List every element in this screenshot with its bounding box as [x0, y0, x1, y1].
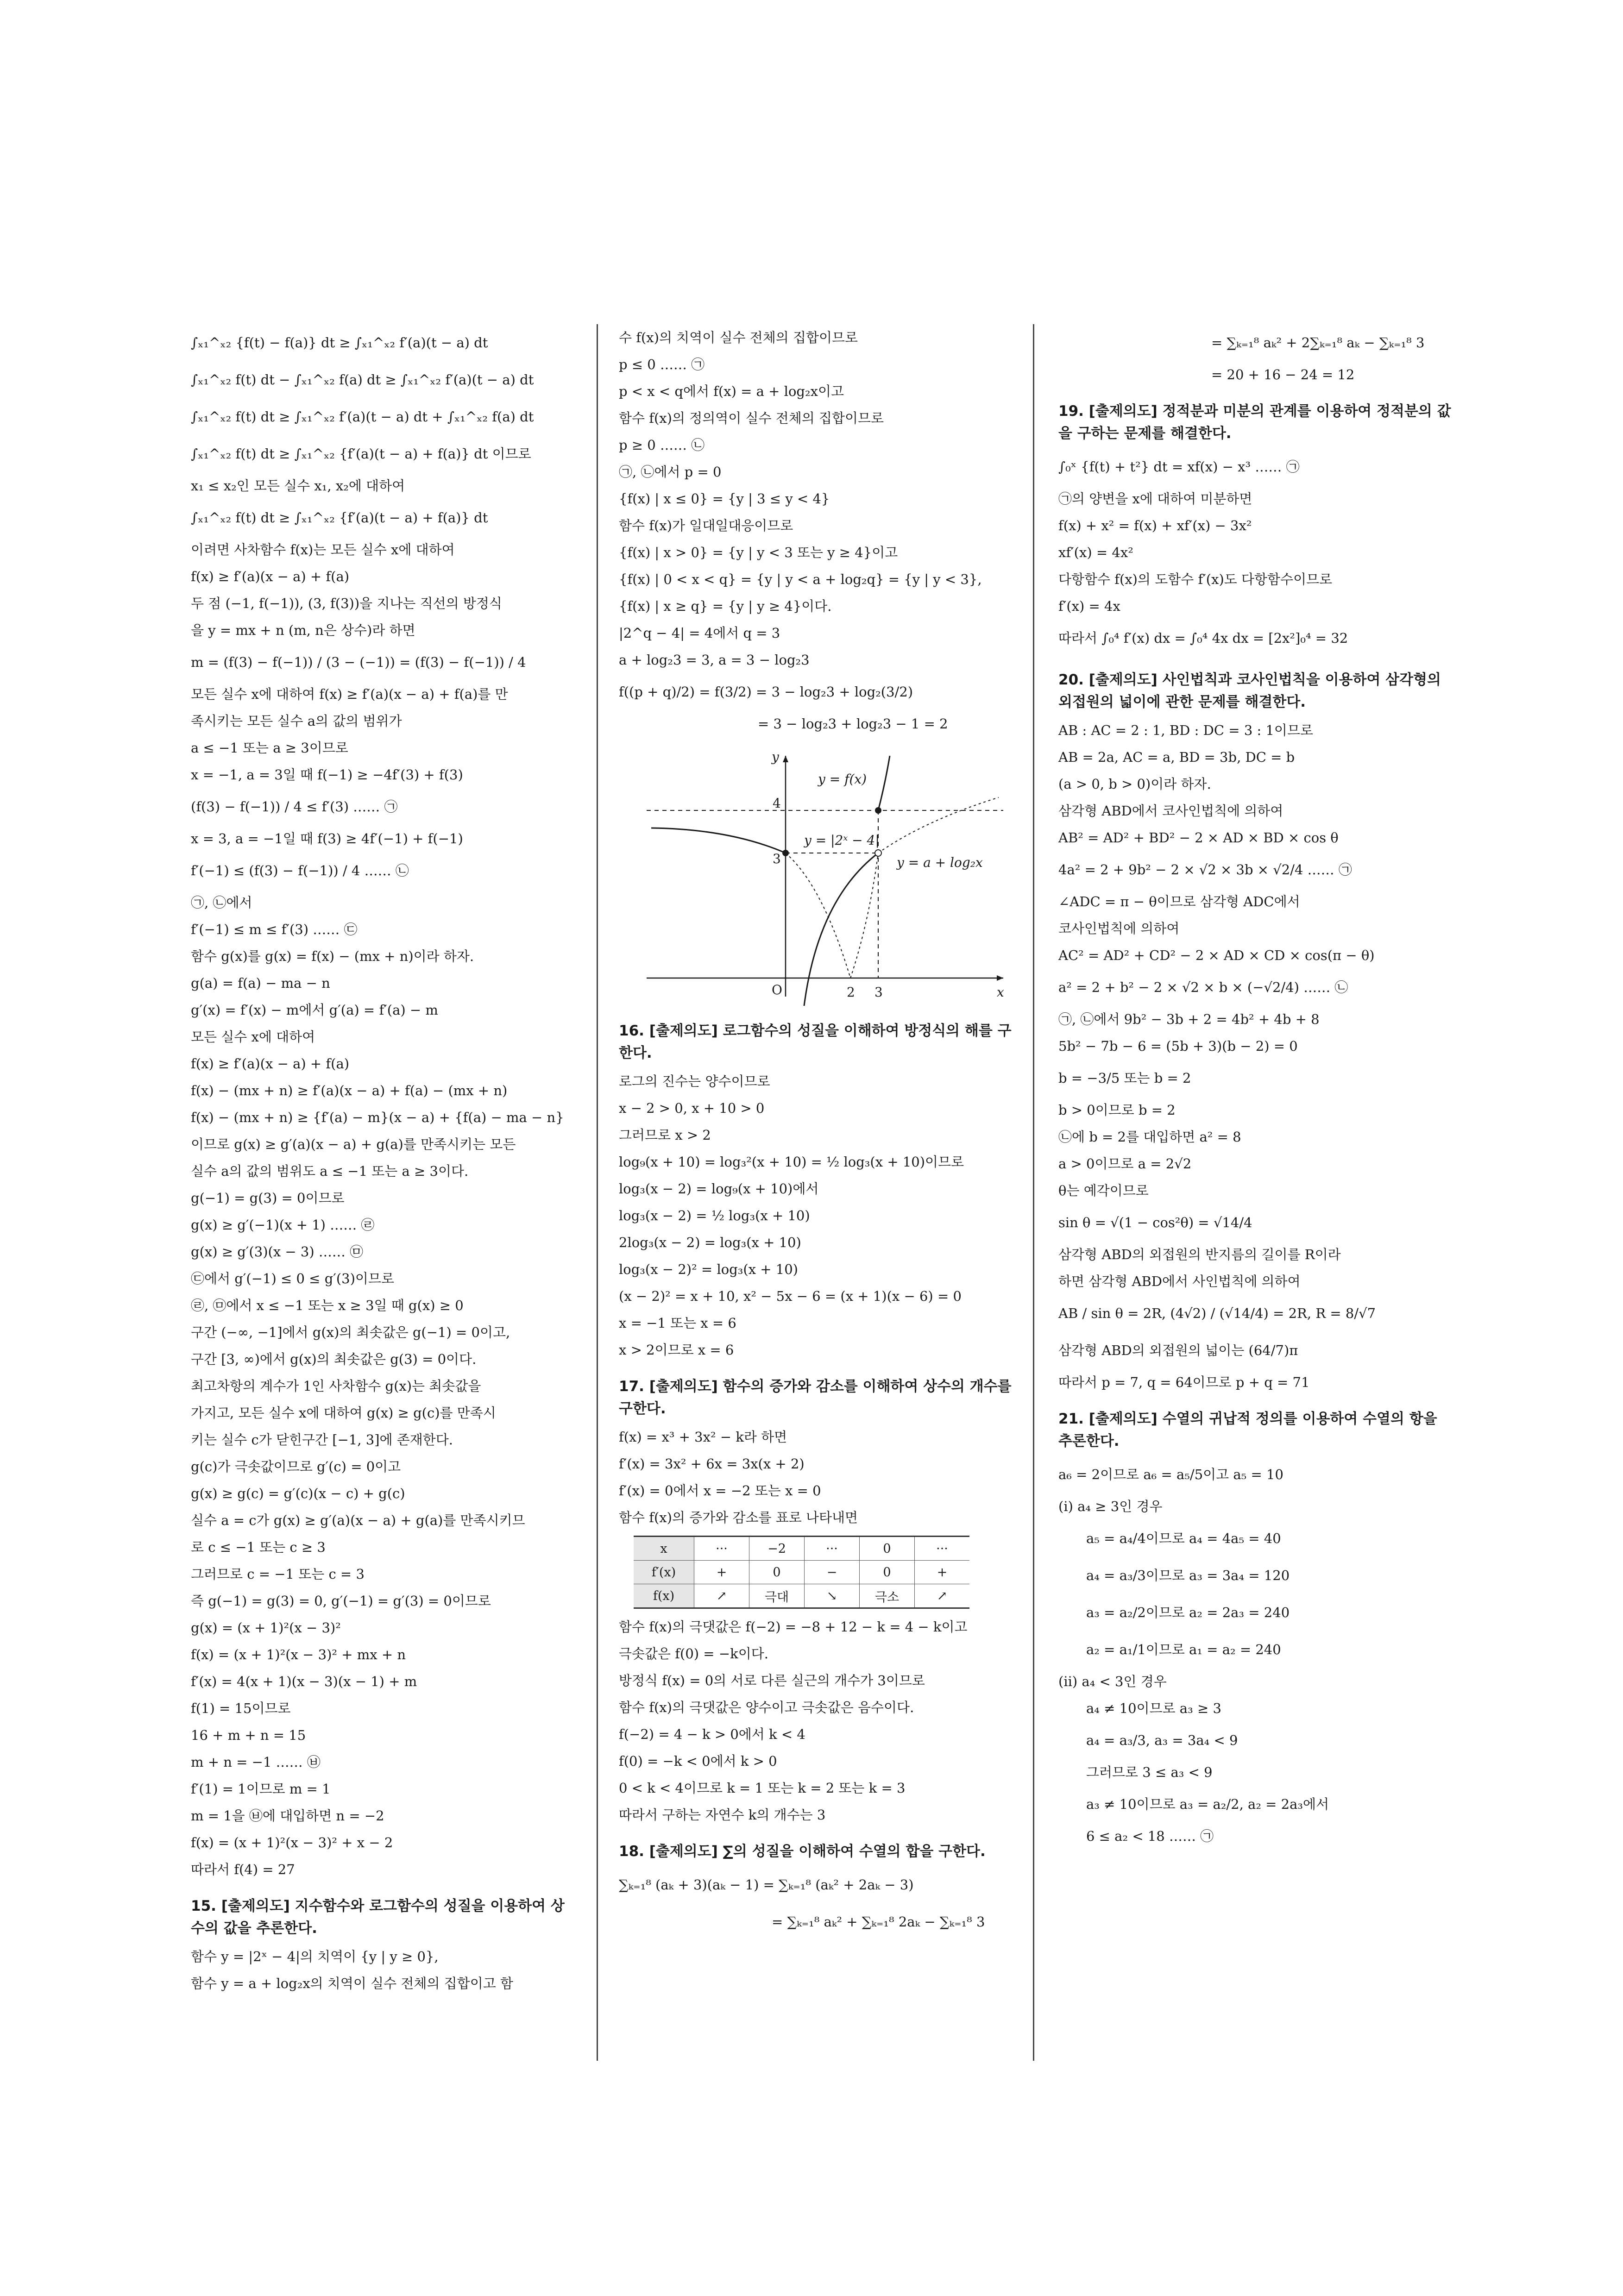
text-line: ㉢에서 g′(−1) ≤ 0 ≤ g′(3)이므로 — [191, 1271, 394, 1286]
text-line: 삼각형 ABD의 외접원의 반지름의 길이를 R이라 — [1058, 1247, 1341, 1262]
table-cell: ↗ — [915, 1584, 970, 1608]
graph-svg — [637, 747, 1008, 1006]
function-graph — [637, 747, 1022, 1008]
text-line: x₁ ≤ x₂인 모든 실수 x₁, x₂에 대하여 — [191, 478, 405, 494]
text-line: 을 y = mx + n (m, n은 상수)라 하면 — [191, 622, 415, 638]
text-line: 함수 g(x)를 g(x) = f(x) − (mx + n)이라 하자. — [191, 948, 474, 964]
x-axis-label: x — [997, 985, 1004, 1000]
tick-x-3: 3 — [874, 985, 883, 1000]
text-line: ㉠, ㉡에서 — [191, 895, 252, 910]
equation-line: = 3 − log₂3 + log₂3 − 1 = 2 — [758, 716, 948, 732]
text-line: ㉣, ㉤에서 x ≤ −1 또는 x ≥ 3일 때 g(x) ≥ 0 — [191, 1298, 464, 1313]
text-line: p < x < q에서 f(x) = a + log₂x이고 — [619, 383, 844, 399]
equation-line: AB / sin θ = 2R, (4√2) / (√14/4) = 2R, R = 8/√7 — [1058, 1305, 1376, 1321]
text-line: a₄ ≠ 10이므로 a₃ ≥ 3 — [1086, 1700, 1221, 1716]
text-line: f(x) ≥ f′(a)(x − a) + f(a) — [191, 1056, 350, 1072]
table-cell: x — [634, 1537, 694, 1561]
table-cell: − — [805, 1561, 860, 1584]
y-axis-label: y — [772, 749, 779, 765]
text-line: {f(x) | x ≤ 0} = {y | 3 ≤ y < 4} — [619, 491, 830, 507]
text-line: ㉠의 양변을 x에 대하여 미분하면 — [1058, 491, 1252, 507]
point-3-4 — [875, 807, 881, 814]
text-line: 그러므로 x > 2 — [619, 1127, 711, 1143]
text-line: θ는 예각이므로 — [1058, 1183, 1149, 1198]
text-line: 두 점 (−1, f(−1)), (3, f(3))을 지나는 직선의 방정식 — [191, 596, 502, 611]
equation-line: = ∑ₖ₌₁⁸ aₖ² + 2∑ₖ₌₁⁸ aₖ − ∑ₖ₌₁⁸ 3 — [1211, 335, 1425, 351]
curve-fx-right — [878, 756, 890, 810]
equation-line: a₅ = a₄/4이므로 a₄ = 4a₅ = 40 — [1086, 1531, 1281, 1546]
text-line: 최고차항의 계수가 1인 사차함수 g(x)는 최솟값을 — [191, 1378, 481, 1394]
equation-line: ∫ₓ₁^ₓ₂ f(t) dt ≥ ∫ₓ₁^ₓ₂ f′(a)(t − a) dt + ∫ₓ₁^ₓ₂ f(a) dt — [191, 409, 534, 425]
text-line: g(−1) = g(3) = 0이므로 — [191, 1190, 345, 1206]
text-line: g(a) = f(a) − ma − n — [191, 975, 330, 991]
table-row — [634, 1584, 969, 1608]
equation-line: m = (f(3) − f(−1)) / (3 − (−1)) = (f(3) − f(−1)) / 4 — [191, 654, 526, 670]
text-line: 함수 y = |2ˣ − 4|의 치역이 {y | y ≥ 0}, — [191, 1949, 439, 1964]
curve-log-dotted — [878, 797, 999, 853]
text-line: f(x) ≥ f′(a)(x − a) + f(a) — [191, 569, 350, 584]
text-line: ㉠, ㉡에서 p = 0 — [619, 464, 722, 480]
equation-line: f′(−1) ≤ (f(3) − f(−1)) / 4 …… ㉡ — [191, 863, 409, 878]
point-0-3 — [782, 850, 789, 856]
text-line: 모든 실수 x에 대하여 — [191, 1029, 315, 1045]
text-line: f(x) = (x + 1)²(x − 3)² + mx + n — [191, 1647, 406, 1662]
curve-log-solid — [804, 853, 878, 1006]
text-line: 코사인법칙에 의하여 — [1058, 921, 1180, 936]
equation-line: 삼각형 ABD의 외접원의 넓이는 (64/7)π — [1058, 1342, 1298, 1358]
equation-line: = 20 + 16 − 24 = 12 — [1211, 367, 1355, 383]
equation-line: 4a² = 2 + 9b² − 2 × √2 × 3b × √2/4 …… ㉠ — [1058, 862, 1352, 878]
table-cell: ··· — [694, 1537, 749, 1561]
text-line: 2log₃(x − 2) = log₃(x + 10) — [619, 1235, 801, 1250]
equation-line: a₆ = 2이므로 a₆ = a₅/5이고 a₅ = 10 — [1058, 1467, 1283, 1482]
text-line: 이려면 사차함수 f(x)는 모든 실수 x에 대하여 — [191, 542, 455, 558]
table-cell: ↘ — [805, 1584, 860, 1608]
table-cell: ··· — [915, 1537, 970, 1561]
problem-16-heading: 16. [출제의도] 로그함수의 성질을 이해하여 방정식의 해를 구한다. — [619, 1023, 1012, 1061]
text-line: AB = 2a, AC = a, BD = 3b, DC = b — [1058, 749, 1295, 765]
text-line: 함수 f(x)의 증가와 감소를 표로 나타내면 — [619, 1510, 858, 1525]
text-line: (ⅱ) a₄ < 3인 경우 — [1058, 1674, 1167, 1689]
text-line: f(x) = x³ + 3x² − k라 하면 — [619, 1429, 787, 1445]
text-line: 하면 삼각형 ABD에서 사인법칙에 의하여 — [1058, 1273, 1301, 1289]
x-axis-arrow — [997, 975, 1003, 981]
table-cell: 극대 — [749, 1584, 805, 1608]
column-1 — [191, 324, 578, 1997]
label-abs: y = |2ˣ − 4| — [804, 833, 880, 848]
open-point-3-3 — [875, 850, 881, 856]
problem-18-heading: 18. [출제의도] ∑의 성질을 이해하여 수열의 합을 구한다. — [619, 1843, 986, 1860]
text-line: 로그의 진수는 양수이므로 — [619, 1073, 770, 1089]
label-f: y = f(x) — [818, 772, 867, 787]
text-line: 0 < k < 4이므로 k = 1 또는 k = 2 또는 k = 3 — [619, 1780, 906, 1796]
text-line: p ≥ 0 …… ㉡ — [619, 437, 705, 453]
text-line: ∠ADC = π − θ이므로 삼각형 ADC에서 — [1058, 894, 1300, 910]
text-line: f′(x) = 4x — [1058, 598, 1120, 614]
text-line: m + n = −1 …… ㉥ — [191, 1754, 321, 1770]
text-line: f(x) − (mx + n) ≥ {f′(a) − m}(x − a) + {f(a) − ma − n} — [191, 1110, 564, 1125]
table-cell: 0 — [749, 1561, 805, 1584]
equation-line: a₂ = a₁/1이므로 a₁ = a₂ = 240 — [1086, 1642, 1281, 1657]
column-3 — [1058, 324, 1454, 1850]
increase-decrease-table — [634, 1536, 969, 1609]
text-line: (a > 0, b > 0)이라 하자. — [1058, 776, 1211, 792]
equation-line: (f(3) − f(−1)) / 4 ≤ f′(3) …… ㉠ — [191, 799, 398, 815]
text-line: p ≤ 0 …… ㉠ — [619, 357, 705, 372]
text-line: 함수 y = a + log₂x의 치역이 실수 전체의 집합이고 함 — [191, 1976, 513, 1991]
label-log: y = a + log₂x — [897, 855, 983, 870]
text-line: x = −1, a = 3일 때 f(−1) ≥ −4f′(3) + f(3) — [191, 767, 463, 783]
equation-line: b = −3/5 또는 b = 2 — [1058, 1070, 1191, 1086]
text-line: 6 ≤ a₂ < 18 …… ㉠ — [1086, 1828, 1214, 1844]
text-line: 키는 실수 c가 닫힌구간 [−1, 3]에 존재한다. — [191, 1432, 453, 1448]
text-line: 이므로 g(x) ≥ g′(a)(x − a) + g(a)를 만족시키는 모든 — [191, 1136, 516, 1152]
tick-y-3: 3 — [773, 851, 781, 866]
text-line: AB² = AD² + BD² − 2 × AD × BD × cos θ — [1058, 830, 1339, 846]
tick-x-2: 2 — [847, 985, 855, 1000]
text-line: ㉡에 b = 2를 대입하면 a² = 8 — [1058, 1129, 1241, 1145]
text-line: 모든 실수 x에 대하여 f(x) ≥ f′(a)(x − a) + f(a)를 만 — [191, 686, 508, 702]
curve-abs-left — [651, 828, 786, 853]
equation-line: a₄ = a₃/3이므로 a₃ = 3a₄ = 120 — [1086, 1568, 1290, 1583]
equation-line: a₃ = a₂/2이므로 a₂ = 2a₃ = 240 — [1086, 1605, 1290, 1620]
equation-line: a² = 2 + b² − 2 × √2 × b × (−√2/4) …… ㉡ — [1058, 979, 1348, 995]
text-line: 가지고, 모든 실수 x에 대하여 g(x) ≥ g(c)를 만족시 — [191, 1405, 496, 1421]
text-line: 삼각형 ABD에서 코사인법칙에 의하여 — [1058, 803, 1283, 819]
text-line: 그러므로 c = −1 또는 c = 3 — [191, 1566, 365, 1582]
text-line: 로 c ≤ −1 또는 c ≥ 3 — [191, 1539, 326, 1555]
text-line: |2^q − 4| = 4에서 q = 3 — [619, 625, 780, 641]
text-line: m = 1을 ㉥에 대입하면 n = −2 — [191, 1808, 384, 1824]
text-line: 함수 f(x)의 극댓값은 f(−2) = −8 + 12 − k = 4 − k이고 — [619, 1619, 968, 1635]
table-cell: 극소 — [860, 1584, 915, 1608]
text-line: log₉(x + 10) = log₃²(x + 10) = ½ log₃(x + 10)이므로 — [619, 1154, 964, 1170]
equation-line: ∫ₓ₁^ₓ₂ f(t) dt − ∫ₓ₁^ₓ₂ f(a) dt ≥ ∫ₓ₁^ₓ₂ f′(a)(t − a) dt — [191, 372, 534, 388]
equation-line: ∑ₖ₌₁⁸ (aₖ + 3)(aₖ − 1) = ∑ₖ₌₁⁸ (aₖ² + 2aₖ − 3) — [619, 1877, 914, 1893]
text-line: 실수 a = c가 g(x) ≥ g′(a)(x − a) + g(a)를 만족시키므 — [191, 1512, 525, 1528]
equation-line: ∫₀ˣ {f(t) + t²} dt = xf(x) − x³ …… ㉠ — [1058, 459, 1300, 475]
text-line: x > 2이므로 x = 6 — [619, 1342, 734, 1358]
text-line: f(1) = 15이므로 — [191, 1700, 291, 1716]
text-line: 극솟값은 f(0) = −k이다. — [619, 1646, 768, 1662]
text-line: g′(x) = f′(x) − m에서 g′(a) = f′(a) − m — [191, 1002, 438, 1018]
text-line: f′(x) = 4(x + 1)(x − 3)(x − 1) + m — [191, 1674, 417, 1689]
text-line: 구간 (−∞, −1]에서 g(x)의 최솟값은 g(−1) = 0이고, — [191, 1324, 510, 1340]
problem-15-heading: 15. [출제의도] 지수함수와 로그함수의 성질을 이용하여 상수의 값을 추론한다. — [191, 1898, 565, 1937]
equation-line: f((p + q)/2) = f(3/2) = 3 − log₂3 + log₂(3/2) — [619, 684, 913, 700]
text-line: 즉 g(−1) = g(3) = 0, g′(−1) = g′(3) = 0이므로 — [191, 1593, 491, 1609]
text-line: {f(x) | x > 0} = {y | y < 3 또는 y ≥ 4}이고 — [619, 545, 898, 560]
text-line: f(x) + x² = f(x) + xf′(x) − 3x² — [1058, 518, 1252, 533]
text-line: 함수 f(x)가 일대일대응이므로 — [619, 518, 793, 533]
problem-17-heading: 17. [출제의도] 함수의 증가와 감소를 이해하여 상수의 개수를 구한다. — [619, 1378, 1012, 1417]
text-line: ㉠, ㉡에서 9b² − 3b + 2 = 4b² + 4b + 8 — [1058, 1011, 1320, 1027]
problem-19-heading: 19. [출제의도] 정적분과 미분의 관계를 이용하여 정적분의 값을 구하는 문제를 해결한다. — [1058, 403, 1451, 442]
equation-line: a₄ = a₃/3, a₃ = 3a₄ < 9 — [1086, 1732, 1238, 1748]
text-line: f(x) − (mx + n) ≥ f′(a)(x − a) + f(a) − (mx + n) — [191, 1083, 508, 1098]
text-line: 구간 [3, ∞)에서 g(x)의 최솟값은 g(3) = 0이다. — [191, 1351, 477, 1367]
table-cell: ↗ — [694, 1584, 749, 1608]
text-line: 따라서 f(4) = 27 — [191, 1862, 295, 1877]
equation-line: ∫ₓ₁^ₓ₂ f(t) dt ≥ ∫ₓ₁^ₓ₂ {f′(a)(t − a) + f(a)} dt — [191, 510, 488, 526]
text-line: x = 3, a = −1일 때 f(3) ≥ 4f′(−1) + f(−1) — [191, 831, 463, 847]
text-line: g(x) ≥ g′(3)(x − 3) …… ㉤ — [191, 1244, 364, 1260]
text-line: f′(1) = 1이므로 m = 1 — [191, 1781, 331, 1797]
table-cell: 0 — [860, 1561, 915, 1584]
table-cell: + — [694, 1561, 749, 1584]
equation-line: ∫ₓ₁^ₓ₂ f(t) dt ≥ ∫ₓ₁^ₓ₂ {f′(a)(t − a) + f(a)} dt 이므로 — [191, 446, 531, 462]
text-line: f′(x) = 0에서 x = −2 또는 x = 0 — [619, 1483, 821, 1499]
text-line: log₃(x − 2) = ½ log₃(x + 10) — [619, 1208, 810, 1223]
equation-line: 따라서 ∫₀⁴ f′(x) dx = ∫₀⁴ 4x dx = [2x²]₀⁴ = 32 — [1058, 630, 1348, 646]
column-2 — [619, 324, 1022, 1940]
table-cell: f(x) — [634, 1584, 694, 1608]
table-row — [634, 1561, 969, 1584]
text-line: 족시키는 모든 실수 a의 값의 범위가 — [191, 713, 402, 729]
tick-y-4: 4 — [773, 796, 781, 811]
text-line: a + log₂3 = 3, a = 3 − log₂3 — [619, 652, 810, 668]
text-line: a ≤ −1 또는 a ≥ 3이므로 — [191, 740, 348, 756]
text-line: 실수 a의 값의 범위도 a ≤ −1 또는 a ≥ 3이다. — [191, 1163, 469, 1179]
text-line: g(x) = (x + 1)²(x − 3)² — [191, 1620, 341, 1636]
text-line: x − 2 > 0, x + 10 > 0 — [619, 1100, 765, 1116]
text-line: {f(x) | x ≥ q} = {y | y ≥ 4}이다. — [619, 598, 832, 614]
table-cell: + — [915, 1561, 970, 1584]
equation-line: = ∑ₖ₌₁⁸ aₖ² + ∑ₖ₌₁⁸ 2aₖ − ∑ₖ₌₁⁸ 3 — [772, 1914, 985, 1930]
text-line: b > 0이므로 b = 2 — [1058, 1102, 1176, 1118]
text-line: 그러므로 3 ≤ a₃ < 9 — [1086, 1764, 1213, 1780]
origin-label: O — [772, 982, 782, 997]
text-line: 수 f(x)의 치역이 실수 전체의 집합이므로 — [619, 330, 858, 345]
problem-20-heading: 20. [출제의도] 사인법칙과 코사인법칙을 이용하여 삼각형의 외접원의 넓이에 관한 문제를 해결한다. — [1058, 671, 1441, 710]
column-divider — [597, 324, 598, 2061]
table-cell: f′(x) — [634, 1561, 694, 1584]
text-line: g(c)가 극솟값이므로 g′(c) = 0이고 — [191, 1459, 401, 1474]
text-line: 따라서 구하는 자연수 k의 개수는 3 — [619, 1807, 826, 1823]
text-line: f′(x) = 3x² + 6x = 3x(x + 2) — [619, 1456, 805, 1472]
table-cell: ··· — [805, 1537, 860, 1561]
text-line: x = −1 또는 x = 6 — [619, 1315, 736, 1331]
problem-21-heading: 21. [출제의도] 수열의 귀납적 정의를 이용하여 수열의 항을 추론한다. — [1058, 1411, 1437, 1449]
curve-abs-right — [850, 853, 878, 978]
text-line: (ⅰ) a₄ ≥ 3인 경우 — [1058, 1499, 1163, 1514]
text-line: 16 + m + n = 15 — [191, 1727, 306, 1743]
table-cell: 0 — [860, 1537, 915, 1561]
equation-line: ∫ₓ₁^ₓ₂ {f(t) − f(a)} dt ≥ ∫ₓ₁^ₓ₂ f′(a)(t − a) dt — [191, 335, 488, 351]
text-line: 함수 f(x)의 정의역이 실수 전체의 집합이므로 — [619, 410, 884, 426]
text-line: 따라서 p = 7, q = 64이므로 p + q = 71 — [1058, 1374, 1310, 1390]
text-line: (x − 2)² = x + 10, x² − 5x − 6 = (x + 1)(x − 6) = 0 — [619, 1288, 962, 1304]
curve-abs-mid — [786, 853, 850, 978]
text-line: f′(−1) ≤ m ≤ f′(3) …… ㉢ — [191, 922, 358, 937]
table-row — [634, 1537, 969, 1561]
text-line: f(x) = (x + 1)²(x − 3)² + x − 2 — [191, 1835, 393, 1851]
text-line: AB : AC = 2 : 1, BD : DC = 3 : 1이므로 — [1058, 722, 1313, 738]
text-line: 다항함수 f(x)의 도함수 f′(x)도 다항함수이므로 — [1058, 571, 1333, 587]
text-line: log₃(x − 2)² = log₃(x + 10) — [619, 1261, 798, 1277]
text-line: f(−2) = 4 − k > 0에서 k < 4 — [619, 1726, 805, 1742]
column-divider — [1033, 324, 1034, 2061]
text-line: f(0) = −k < 0에서 k > 0 — [619, 1753, 777, 1769]
equation-line: a₃ ≠ 10이므로 a₃ = a₂/2, a₂ = 2a₃에서 — [1086, 1796, 1329, 1812]
text-line: 방정식 f(x) = 0의 서로 다른 실근의 개수가 3이므로 — [619, 1673, 925, 1688]
text-line: g(x) ≥ g(c) = g′(c)(x − c) + g(c) — [191, 1486, 405, 1501]
y-axis-arrow — [783, 756, 788, 762]
text-line: AC² = AD² + CD² − 2 × AD × CD × cos(π − θ) — [1058, 947, 1375, 963]
text-line: {f(x) | 0 < x < q} = {y | y < a + log₂q} = {y | y < 3}, — [619, 571, 982, 587]
text-line: 5b² − 7b − 6 = (5b + 3)(b − 2) = 0 — [1058, 1038, 1298, 1054]
text-line: log₃(x − 2) = log₉(x + 10)에서 — [619, 1181, 819, 1197]
text-line: 함수 f(x)의 극댓값은 양수이고 극솟값은 음수이다. — [619, 1700, 914, 1715]
equation-line: sin θ = √(1 − cos²θ) = √14/4 — [1058, 1215, 1252, 1230]
table-cell: −2 — [749, 1537, 805, 1561]
text-line: g(x) ≥ g′(−1)(x + 1) …… ㉣ — [191, 1217, 375, 1233]
text-line: a > 0이므로 a = 2√2 — [1058, 1156, 1192, 1172]
text-line: xf′(x) = 4x² — [1058, 545, 1133, 560]
